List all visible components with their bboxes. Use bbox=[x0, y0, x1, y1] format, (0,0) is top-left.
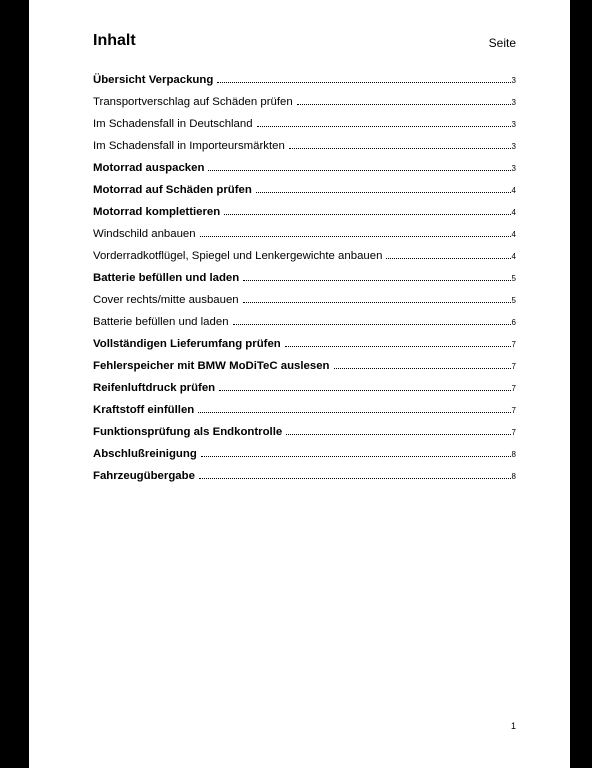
toc-entry-title: Vorderradkotflügel, Spiegel und Lenkergewichte anbauen bbox=[93, 250, 383, 262]
toc-entry-title: Funktionsprüfung als Endkontrolle bbox=[93, 426, 283, 438]
document-page bbox=[29, 0, 570, 768]
toc-entry-title: Vollständigen Lieferumfang prüfen bbox=[93, 338, 281, 350]
toc-entry[interactable] bbox=[93, 204, 516, 226]
toc-dot-leader bbox=[208, 170, 510, 171]
toc-entry-page: 5 bbox=[511, 274, 516, 283]
toc-dot-leader bbox=[201, 456, 511, 457]
toc-entry-title: Fehlerspeicher mit BMW MoDiTeC auslesen bbox=[93, 360, 330, 372]
toc-entry-title: Batterie befüllen und laden bbox=[93, 272, 240, 284]
toc-entry-title: Batterie befüllen und laden bbox=[93, 316, 229, 328]
toc-entry-title: Übersicht Verpackung bbox=[93, 74, 214, 86]
toc-dot-leader bbox=[334, 368, 511, 369]
toc-dot-leader bbox=[217, 82, 510, 83]
toc-entry-page: 7 bbox=[511, 362, 516, 371]
toc-dot-leader bbox=[243, 280, 510, 281]
toc-dot-leader bbox=[257, 126, 511, 127]
page-number: 1 bbox=[510, 721, 516, 731]
toc-entry-page: 7 bbox=[511, 384, 516, 393]
toc-entry-title: Abschlußreinigung bbox=[93, 448, 197, 460]
toc-entry[interactable] bbox=[93, 116, 516, 138]
toc-entry-page: 8 bbox=[511, 472, 516, 481]
toc-entry[interactable] bbox=[93, 248, 516, 270]
toc-dot-leader bbox=[224, 214, 510, 215]
toc-entry-title: Im Schadensfall in Deutschland bbox=[93, 118, 253, 130]
toc-entry-title: Cover rechts/mitte ausbauen bbox=[93, 294, 239, 306]
toc-dot-leader bbox=[297, 104, 511, 105]
toc-dot-leader bbox=[219, 390, 510, 391]
toc-dot-leader bbox=[386, 258, 510, 259]
toc-entry-page: 4 bbox=[511, 186, 516, 195]
toc-entry-title: Motorrad komplettieren bbox=[93, 206, 221, 218]
toc-entry-page: 3 bbox=[511, 98, 516, 107]
toc-dot-leader bbox=[243, 302, 511, 303]
toc-entry-title: Kraftstoff einfüllen bbox=[93, 404, 195, 416]
toc-entry-page: 5 bbox=[511, 296, 516, 305]
toc-entry-page: 3 bbox=[511, 76, 516, 85]
toc-entry-page: 3 bbox=[511, 164, 516, 173]
toc-entry-title: Reifenluftdruck prüfen bbox=[93, 382, 216, 394]
toc-entry-page: 6 bbox=[511, 318, 516, 327]
toc-entry-title: Im Schadensfall in Importeursmärkten bbox=[93, 140, 285, 152]
toc-entry[interactable] bbox=[93, 270, 516, 292]
toc-dot-leader bbox=[200, 236, 511, 237]
toc-entry[interactable] bbox=[93, 424, 516, 446]
page-column-label: Seite bbox=[488, 36, 516, 50]
table-of-contents bbox=[93, 72, 516, 490]
toc-entry[interactable] bbox=[93, 94, 516, 116]
toc-entry[interactable] bbox=[93, 402, 516, 424]
toc-dot-leader bbox=[285, 346, 511, 347]
toc-entry[interactable] bbox=[93, 138, 516, 160]
toc-entry-page: 3 bbox=[511, 120, 516, 129]
toc-entry[interactable] bbox=[93, 358, 516, 380]
toc-entry-page: 3 bbox=[511, 142, 516, 151]
toc-entry-page: 4 bbox=[511, 230, 516, 239]
toc-dot-leader bbox=[286, 434, 510, 435]
toc-entry[interactable] bbox=[93, 468, 516, 490]
toc-dot-leader bbox=[289, 148, 511, 149]
toc-entry-page: 7 bbox=[511, 428, 516, 437]
toc-entry-page: 8 bbox=[511, 450, 516, 459]
toc-entry[interactable] bbox=[93, 446, 516, 468]
toc-dot-leader bbox=[199, 478, 511, 479]
toc-entry-page: 4 bbox=[511, 252, 516, 261]
toc-dot-leader bbox=[256, 192, 511, 193]
page-title: Inhalt bbox=[93, 32, 136, 49]
toc-entry-title: Transportverschlag auf Schäden prüfen bbox=[93, 96, 293, 108]
toc-entry[interactable] bbox=[93, 160, 516, 182]
toc-entry[interactable] bbox=[93, 336, 516, 358]
toc-entry-title: Motorrad auspacken bbox=[93, 162, 205, 174]
toc-dot-leader bbox=[233, 324, 511, 325]
toc-entry-page: 4 bbox=[511, 208, 516, 217]
toc-entry[interactable] bbox=[93, 182, 516, 204]
toc-entry[interactable] bbox=[93, 314, 516, 336]
toc-entry[interactable] bbox=[93, 226, 516, 248]
toc-dot-leader bbox=[198, 412, 510, 413]
toc-entry[interactable] bbox=[93, 292, 516, 314]
toc-entry-title: Windschild anbauen bbox=[93, 228, 196, 240]
toc-entry-title: Fahrzeugübergabe bbox=[93, 470, 195, 482]
toc-entry[interactable] bbox=[93, 380, 516, 402]
toc-entry-title: Motorrad auf Schäden prüfen bbox=[93, 184, 252, 196]
toc-entry-page: 7 bbox=[511, 340, 516, 349]
toc-entry[interactable] bbox=[93, 72, 516, 94]
toc-entry-page: 7 bbox=[511, 406, 516, 415]
